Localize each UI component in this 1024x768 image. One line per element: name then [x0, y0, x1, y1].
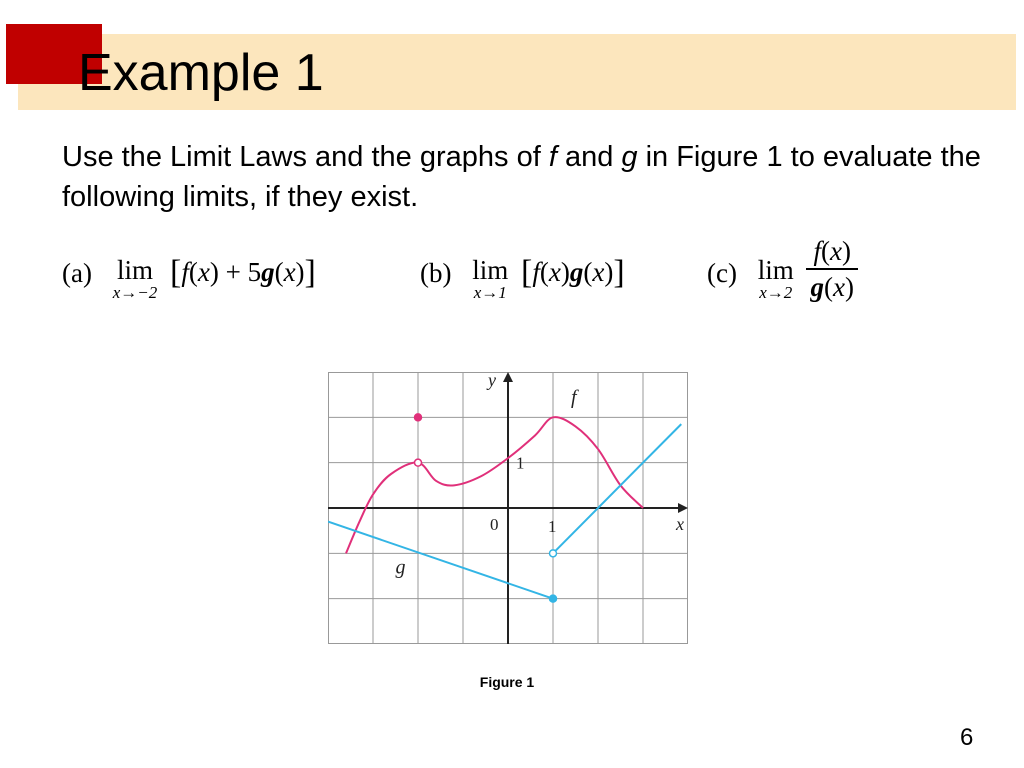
expr-g: g — [261, 257, 275, 287]
formula-a-lim-word: lim — [116, 255, 153, 285]
series-label-g: g — [395, 556, 406, 579]
figure-1-graph — [328, 372, 688, 644]
g-segment-1 — [328, 522, 553, 599]
paren: ) — [295, 257, 305, 287]
paren: ( — [274, 257, 284, 287]
y-axis-arrow — [503, 372, 513, 382]
intro-g: g — [621, 141, 638, 173]
y-tick-label-1: 1 — [516, 453, 525, 473]
intro-part-3: in Figure 1 to evaluate the following limits, if they exist. — [62, 141, 981, 213]
formula-b-lim — [472, 256, 508, 302]
paren: ) — [209, 257, 219, 287]
paren: ( — [539, 257, 549, 287]
x-axis-arrow — [678, 503, 688, 513]
axes — [328, 372, 688, 644]
formula-c — [707, 236, 858, 302]
paren: ( — [820, 236, 830, 266]
series-label-f: f — [571, 386, 577, 409]
formula-a — [62, 242, 316, 302]
figure-caption: Figure 1 — [479, 674, 535, 690]
bracket-close: ] — [613, 254, 625, 291]
y-axis-label: y — [488, 372, 496, 390]
formula-b-label: (b) — [420, 258, 452, 288]
paren: ) — [560, 257, 570, 287]
formula-a-lim-sub: x→−2 — [112, 283, 158, 302]
expr-g: g — [810, 272, 824, 302]
x-axis-label: x — [676, 514, 684, 534]
expr-x: x — [283, 257, 296, 287]
formula-a-label: (a) — [62, 258, 92, 288]
formula-a-lim — [113, 256, 158, 302]
g-open-point — [550, 550, 557, 557]
plus-sign: + — [225, 257, 241, 287]
graph-labels — [396, 372, 685, 579]
x-tick-label-1: 1 — [548, 517, 557, 536]
paren: ( — [583, 257, 593, 287]
bracket-open: [ — [521, 254, 533, 291]
page-number: 6 — [960, 724, 974, 751]
f-filled-point — [415, 414, 422, 421]
expr-x: x — [829, 236, 842, 266]
expr-x: x — [197, 257, 210, 287]
formula-a-expression — [170, 254, 316, 291]
formula-b-lim-word: lim — [472, 255, 509, 285]
f-open-point — [415, 459, 422, 466]
formula-c-lim-word: lim — [757, 255, 794, 285]
g-filled-point — [550, 595, 557, 602]
formula-c-fraction — [806, 236, 857, 302]
expr-x: x — [832, 272, 845, 302]
formula-c-lim-sub: x→2 — [759, 283, 793, 302]
fraction-numerator — [806, 236, 857, 268]
intro-f: f — [548, 141, 557, 173]
bracket-close: ] — [304, 254, 316, 291]
expr-f: f — [181, 257, 189, 287]
origin-tick-label: 0 — [490, 515, 499, 534]
slide-title: Example 1 — [78, 44, 324, 102]
formula-b — [420, 242, 625, 302]
expr-g: g — [569, 257, 584, 287]
expr-x: x — [548, 257, 561, 287]
expr-x: x — [592, 257, 605, 287]
paren: ) — [841, 236, 851, 266]
formula-c-label: (c) — [707, 258, 737, 288]
fraction-denominator — [806, 270, 857, 302]
paren: ) — [844, 272, 854, 302]
formula-c-lim — [758, 256, 794, 302]
paren: ) — [604, 257, 614, 287]
intro-part-2: and — [556, 141, 622, 173]
intro-part-1: Use the Limit Laws and the graphs of — [62, 141, 549, 173]
expr-f: f — [813, 236, 821, 266]
bracket-open: [ — [170, 254, 182, 291]
expr-f: f — [532, 257, 540, 287]
intro-text — [62, 137, 982, 217]
paren: ( — [188, 257, 198, 287]
formula-b-expression — [521, 254, 625, 291]
paren: ( — [823, 272, 833, 302]
coefficient: 5 — [247, 257, 262, 287]
formula-b-lim-sub: x→1 — [473, 283, 507, 302]
g-segment-2 — [553, 424, 681, 553]
